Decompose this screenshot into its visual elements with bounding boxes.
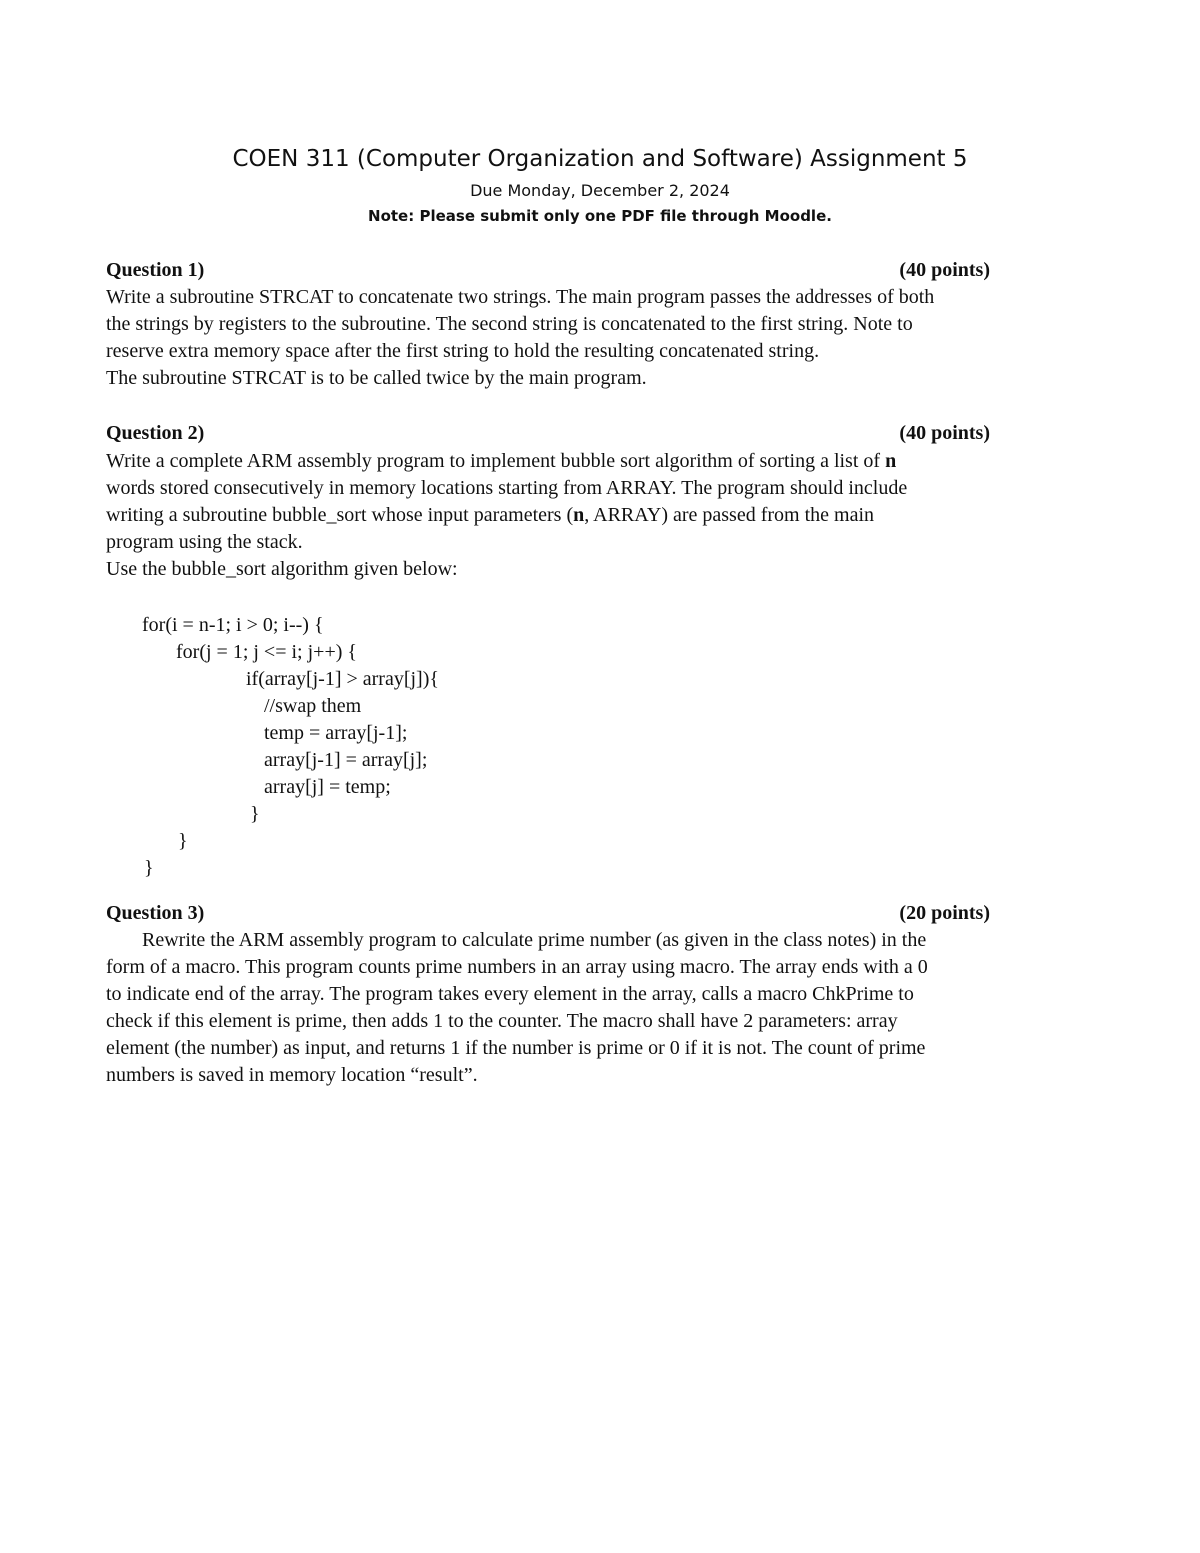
question-1-points: (40 points) [899,259,990,281]
question-2-line: Use the bubble_sort algorithm given below: [106,558,458,580]
question-2-text [106,448,1086,583]
code-line: for(j = 1; j <= i; j++) { [176,641,357,663]
submission-note: Note: Please submit only one PDF file through Moodle. [368,207,832,225]
question-2-line-text: writing a subroutine bubble_sort whose input parameters ( [106,504,574,526]
question-3-line: form of a macro. This program counts prime numbers in an array using macro. The array ends with a 0 [106,956,928,978]
code-line: if(array[j-1] > array[j]){ [246,668,439,690]
question-3-header [106,900,990,927]
question-3-text [106,927,1086,1089]
question-2-header [106,420,990,447]
question-1-header [106,257,990,284]
code-line: for(i = n-1; i > 0; i--) { [142,614,324,636]
question-1-line: reserve extra memory space after the first string to hold the resulting concatenated string. [106,340,820,362]
code-line: array[j] = temp; [264,776,391,798]
question-3-line: Rewrite the ARM assembly program to calculate prime number (as given in the class notes) in the [142,929,927,951]
question-1-text [106,284,1086,392]
code-line: //swap them [264,695,362,717]
question-2-line: words stored consecutively in memory locations starting from ARRAY. The program should include [106,477,908,499]
code-line: } [144,857,154,879]
variable-n: n [885,450,897,472]
question-1-line: the strings by registers to the subroutine. The second string is concatenated to the first string. Note to [106,313,913,335]
question-1-line: Write a subroutine STRCAT to concatenate two strings. The main program passes the addresses of both [106,286,935,308]
question-1-line: The subroutine STRCAT is to be called twice by the main program. [106,367,647,389]
question-3-line: check if this element is prime, then adds 1 to the counter. The macro shall have 2 parameters: array [106,1010,898,1032]
question-3-points: (20 points) [899,902,990,924]
question-2-line-text: , ARRAY) are passed from the main [584,504,875,526]
variable-n: n [573,504,585,526]
question-3-line: numbers is saved in memory location “result”. [106,1064,478,1086]
code-line: array[j-1] = array[j]; [264,749,428,771]
question-2-points: (40 points) [899,422,990,444]
due-date: Due Monday, December 2, 2024 [470,181,730,200]
question-3-line: to indicate end of the array. The program takes every element in the array, calls a macro ChkPrime to [106,983,914,1005]
document-title: COEN 311 (Computer Organization and Software) Assignment 5 [232,146,968,172]
question-2-title: Question 2) [106,422,205,444]
question-2-line [106,502,1086,529]
question-2-line [106,448,1086,475]
question-3-line: element (the number) as input, and returns 1 if the number is prime or 0 if it is not. The count of prime [106,1037,926,1059]
code-line: } [178,830,188,852]
question-2-line-text: Write a complete ARM assembly program to implement bubble sort algorithm of sorting a list of [106,450,886,472]
question-2-line: program using the stack. [106,531,303,553]
code-line: } [250,803,260,825]
code-line: temp = array[j-1]; [264,722,408,744]
question-3-title: Question 3) [106,902,205,924]
question-1-title: Question 1) [106,259,205,281]
